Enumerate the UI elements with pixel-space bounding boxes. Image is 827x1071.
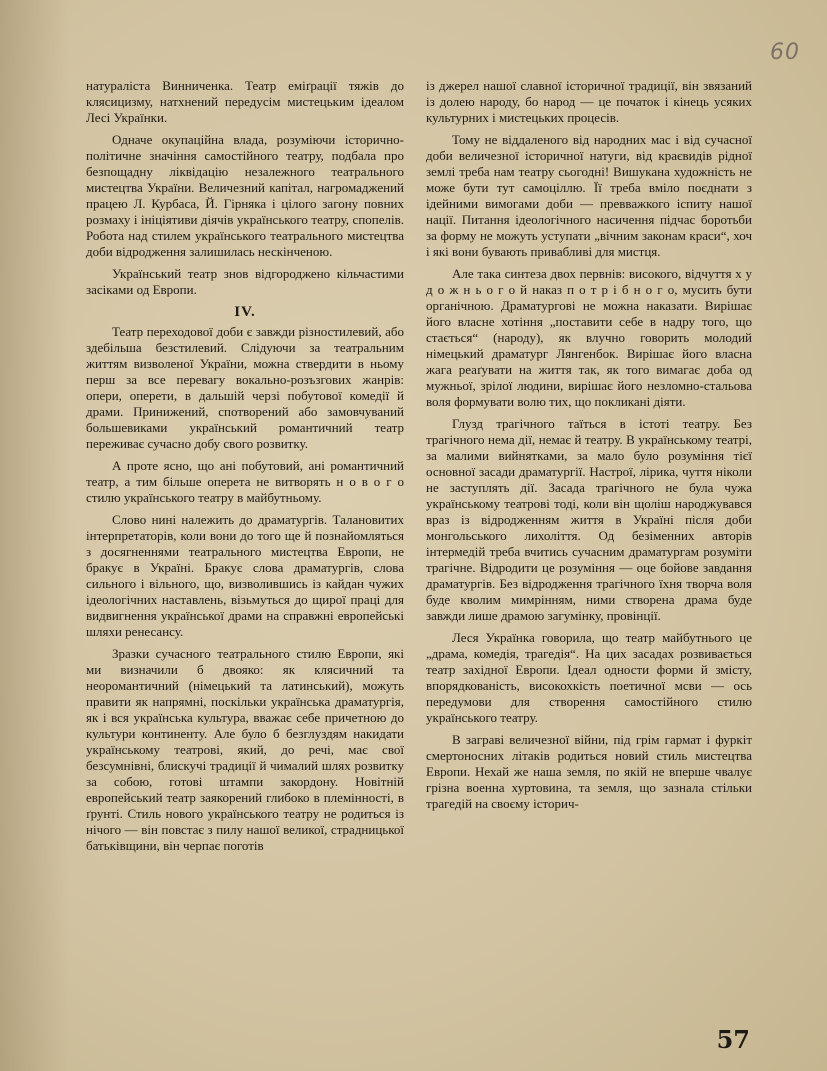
- paragraph: А проте ясно, що ані побутовий, ані романтичний театр, а тим більше оперета не витворять н о в о г о стилю українського театру в майбутньому.: [86, 458, 404, 505]
- paragraph: Театр переходової доби є завжди різностилевий, або здебільша безстилевий. Слідуючи за театральним життям визволеної України, можна ствердити в ньому перш за все перевагу вокально-розъзгових жанрів: опери, оперети, в дальшій черзі побутової комедії й драми. Принижений, спотворений або замовчуваний большевиками український романтичний театр переживає сучасно добу свого розвитку.: [86, 324, 404, 451]
- paragraph: Тому не віддаленого від народних мас і від сучасної доби величезної історичної натуги, від краєвидів рідної землі треба нам театру сьогодні! Вишукана художність не може бути тут самоціллю. Її треба вміло поєднати з ідейними вимогами доби — превважкого іспиту нашої нації. Питання ідеологічного насичення підчас боротьби за форму не можуть уступати „вічним законам краси“, хоч і які вони бувають привабливі для мистця.: [426, 132, 752, 259]
- paragraph: натураліста Винниченка. Театр еміґрації тяжів до клясицизму, натхнений передусім мистецьким ідеалом Лесі Українки.: [86, 78, 404, 125]
- section-heading: IV.: [234, 304, 256, 320]
- paragraph: Слово нині належить до драматургів. Талановитих інтерпретаторів, коли вони до того ще й познайомляться з досягненнями театрального мистецтва Европи, не бракує в Україні. Бракує слова драматургів, слова сильного і вільного, що, визволившись із кайдан чужих ідеологічних наставлень, візьмуться до щирої праці для видвигнення української драми на справжні европейські шляхи ренесансу.: [86, 512, 404, 639]
- page-number: 57: [716, 1025, 750, 1054]
- left-column: [86, 78, 404, 860]
- paragraph: Український театр знов відгороджено кільчастими засіками од Европи.: [86, 266, 404, 297]
- paragraph: із джерел нашої славної історичної традиції, він звязаний із долею народу, бо народ — це початок і кінець усяких культурних і мистецьких процесів.: [426, 78, 752, 125]
- handwritten-page-number: 60: [770, 40, 800, 65]
- paragraph: В заграві величезної війни, під грім гармат і фуркіт смертоносних літаків родиться новий стиль мистецтва Европи. Нехай же наша земля, по якій не вперше чвалує грізна военна хуртовина, та земля, що зазнала стільки трагедій на своєму історич-: [426, 732, 752, 811]
- paragraph: Зразки сучасного театрального стилю Европи, які ми визначили б двояко: як клясичний та неоромантичний (німецький та латинський), можуть правити як напрямні, поскільки українська драматургія, як і вся українська культура, вважає себе причетною до культури континенту. Але було б безглуздям накидати українському театрові, який, до речі, має свої безсумнівні, блискучі традиції й чималий шлях розвитку за собою, готові штампи закордону. Новітній европейський театр заякорений глибоко в племінності, в ґрунті. Стиль нового українського театру не родиться із нічого — він повстає з пилу нашої великої, страдницької батьківщини, він черпає поготів: [86, 646, 404, 853]
- paragraph: Одначе окупаційна влада, розуміючи історично-політичне значіння самостійного театру, подбала про безпощадну ліквідацію незалежного театрального мистецтва України. Величезний капітал, нагромаджений працею Л. Курбаса, Й. Гірняка і цілого загону повних розмаху і ініціятиви діячів українського театру, спопелів. Робота над стилем українського театрального мистецтва доби відродження залишилась нескінченою.: [86, 132, 404, 259]
- binding-shadow: [0, 0, 70, 1071]
- paragraph: Але така синтеза двох первнів: високого, відчуття х у д о ж н ь о г о й наказ п о т р і б н о г о, мусить бути органічною. Драматургові не можна наказати. Вирішає його власне хотіння „поставити себе в надру того, що стається“ (народу), як влучно говорить молодий німецький драматург Лянгенбок. Вирішає його власна жага реаґувати на життя так, як того вимагає доба од мужньої, зрілої людини, вирішає його незломно-стальова воля формувати волю тих, що покликані діяти.: [426, 266, 752, 409]
- right-column: [426, 78, 752, 818]
- paragraph: Леся Українка говорила, що театр майбутнього це „драма, комедія, трагедія“. На цих засадах розвивається театр західної Европи. Ідеал одности форми й змісту, впорядкованість, високохкість поетичної мсви — ось передумови для створення самостійного стилю українського театру.: [426, 630, 752, 725]
- paragraph: Глузд трагічного таїться в істоті театру. Без трагічного нема дії, немає й театру. В українському театрі, за малими вийнятками, за мало було розуміння тієї основної засади драматургії. Настрої, лірика, чуття ніколи не заступлять дії. Засада трагічного не була чужа українському театрові тоді, коли він щоліш народжувався враз із відродженням життя в Україні після доби монгольського лихоліття. Од безіменних авторів інтермедій треба вчитись сучасним драматургам розуміти трагічне. Відродити це розуміння — оце бойове завдання драматургів. Без відродження трагічного їхня творча воля буде кволим мимрінням, ними створена драма буде завжди лише драмою загумінку, провінції.: [426, 416, 752, 623]
